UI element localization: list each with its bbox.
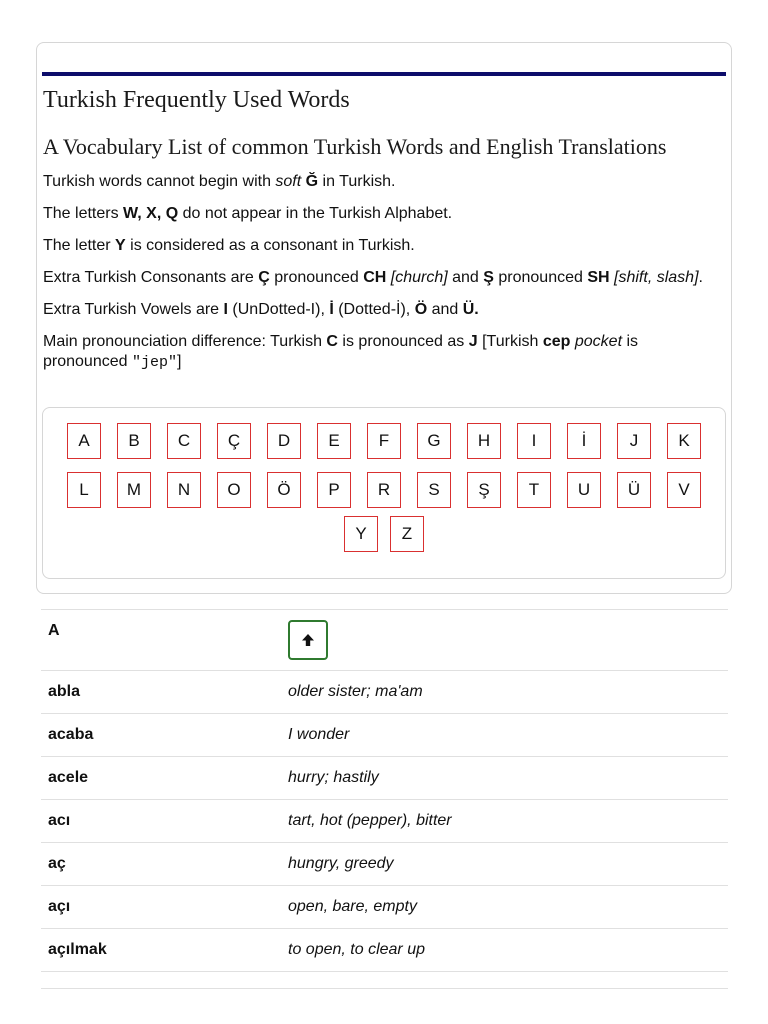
letter-link-e[interactable]: E [317, 423, 351, 459]
english-translation: hungry, greedy [288, 855, 394, 872]
alphabet-row-3 [43, 516, 725, 552]
alphabet-row-1 [43, 423, 725, 459]
letter-link-n[interactable]: N [167, 472, 201, 508]
letter-link-g[interactable]: G [417, 423, 451, 459]
table-row [41, 929, 728, 972]
turkish-word: açılmak [48, 941, 107, 958]
letter-link-v[interactable]: V [667, 472, 701, 508]
letter-link-o-umlaut[interactable]: Ö [267, 472, 301, 508]
table-row [41, 800, 728, 843]
table-row [41, 714, 728, 757]
page-title: Turkish Frequently Used Words [43, 87, 350, 113]
turkish-word: abla [48, 683, 81, 700]
intro-card [36, 42, 732, 594]
letter-link-p[interactable]: P [317, 472, 351, 508]
note-extra-vowels: Extra Turkish Vowels are I (UnDotted-I), İ (Dotted-İ), Ö and Ü. [43, 301, 479, 318]
letter-link-z[interactable]: Z [390, 516, 424, 552]
table-row [41, 671, 728, 714]
alphabet-row-2 [43, 472, 725, 508]
letter-link-k[interactable]: K [667, 423, 701, 459]
turkish-word: acaba [48, 726, 94, 743]
letter-link-i-undotted[interactable]: I [517, 423, 551, 459]
letter-link-o[interactable]: O [217, 472, 251, 508]
section-letter: A [48, 622, 60, 639]
letter-link-u-umlaut[interactable]: Ü [617, 472, 651, 508]
note-extra-consonants: Extra Turkish Consonants are Ç pronounced CH [church] and Ş pronounced SH [shift, slash]. [43, 269, 703, 286]
letter-link-f[interactable]: F [367, 423, 401, 459]
note-pronunciation: Main pronounciation difference: Turkish C is pronounced as J [Turkish cep pocket is pronounced "jep"] [43, 333, 639, 371]
page-subtitle: A Vocabulary List of common Turkish Words and English Translations [43, 134, 667, 159]
back-to-top-button[interactable] [288, 620, 328, 660]
table-row [41, 886, 728, 929]
letter-link-c-cedilla[interactable]: Ç [217, 423, 251, 459]
arrow-up-icon [300, 632, 316, 648]
letter-link-r[interactable]: R [367, 472, 401, 508]
english-translation: older sister; ma'am [288, 683, 423, 700]
table-row [41, 757, 728, 800]
letter-link-l[interactable]: L [67, 472, 101, 508]
letter-link-j[interactable]: J [617, 423, 651, 459]
letter-link-y[interactable]: Y [344, 516, 378, 552]
note-letter-y: The letter Y is considered as a consonant in Turkish. [43, 237, 415, 254]
letter-link-i-dotted[interactable]: İ [567, 423, 601, 459]
notes [43, 172, 723, 385]
english-translation: tart, hot (pepper), bitter [288, 812, 452, 829]
alphabet-index [42, 407, 726, 579]
letter-link-s-cedilla[interactable]: Ş [467, 472, 501, 508]
turkish-word: açı [48, 898, 71, 915]
turkish-word: aç [48, 855, 66, 872]
footer-divider [41, 988, 728, 989]
letter-link-a[interactable]: A [67, 423, 101, 459]
title-rule [42, 72, 726, 76]
vocabulary-table [41, 609, 728, 972]
letter-link-h[interactable]: H [467, 423, 501, 459]
letter-link-m[interactable]: M [117, 472, 151, 508]
letter-link-c[interactable]: C [167, 423, 201, 459]
note-missing-letters: The letters W, X, Q do not appear in the Turkish Alphabet. [43, 205, 453, 222]
english-translation: to open, to clear up [288, 941, 425, 958]
note-soft-g: Turkish words cannot begin with soft Ğ in Turkish. [43, 173, 396, 190]
english-translation: I wonder [288, 726, 350, 743]
letter-link-d[interactable]: D [267, 423, 301, 459]
turkish-word: acı [48, 812, 71, 829]
letter-link-u[interactable]: U [567, 472, 601, 508]
english-translation: open, bare, empty [288, 898, 417, 915]
section-header-row [41, 610, 728, 671]
letter-link-s[interactable]: S [417, 472, 451, 508]
turkish-word: acele [48, 769, 89, 786]
letter-link-t[interactable]: T [517, 472, 551, 508]
english-translation: hurry; hastily [288, 769, 379, 786]
letter-link-b[interactable]: B [117, 423, 151, 459]
table-row [41, 843, 728, 886]
